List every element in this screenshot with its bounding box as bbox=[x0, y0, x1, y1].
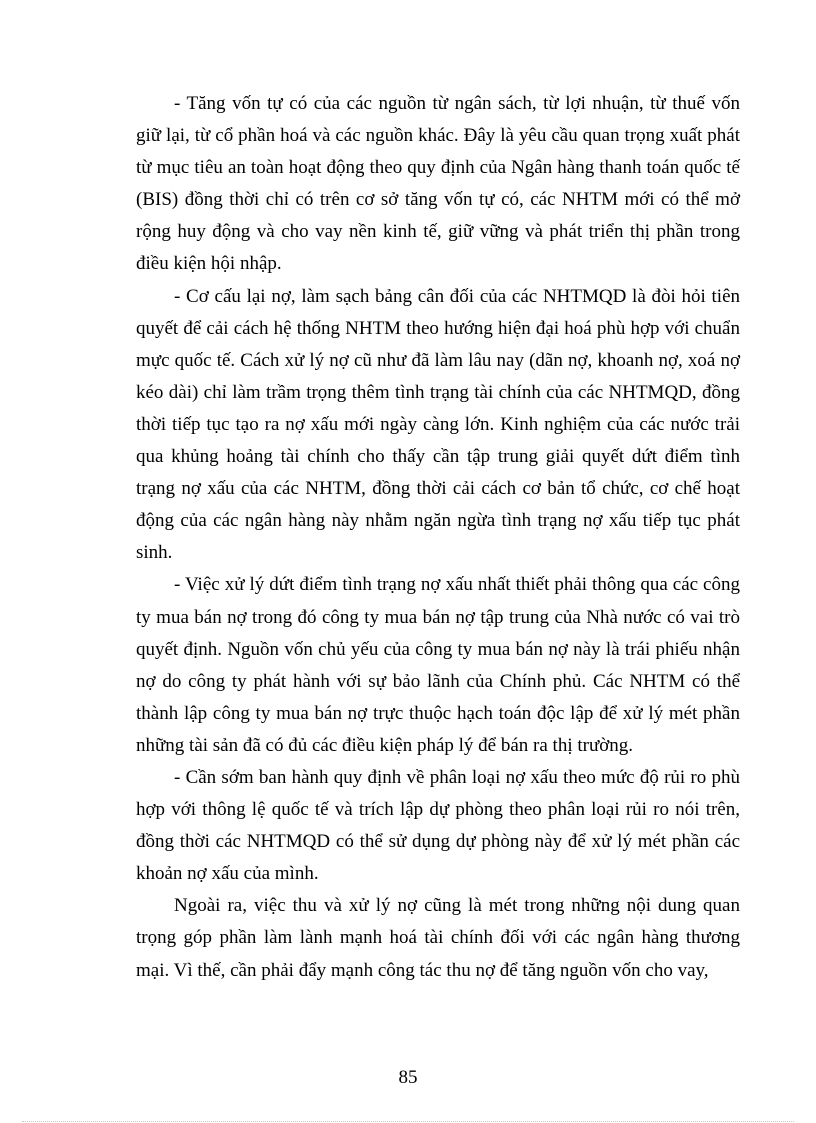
page-number: 85 bbox=[398, 1067, 418, 1088]
body-text bbox=[136, 88, 740, 987]
paragraph-debt-restructuring: - Cơ cấu lại nợ, làm sạch bảng cân đối của các NHTMQD là đòi hỏi tiên quyết để cải cách hệ thống NHTM theo hướng hiện đại hoá phù hợp với chuẩn mực quốc tế. Cách xử lý nợ cũ như đã làm lâu nay (dãn nợ, khoanh nợ, xoá nợ kéo dài) chỉ làm trầm trọng thêm tình trạng tài chính của các NHTMQD, đồng thời tiếp tục tạo ra nợ xấu mới ngày càng lớn. Kinh nghiệm của các nước trải qua khủng hoảng tài chính cho thấy cần tập trung giải quyết dứt điểm tình trạng nợ xấu của các NHTM, đồng thời cải cách cơ bản tổ chức, cơ chế hoạt động của các ngân hàng này nhằm ngăn ngừa tình trạng nợ xấu tiếp tục phát sinh. bbox=[136, 285, 740, 564]
page-bottom-divider bbox=[22, 1121, 794, 1122]
paragraph-debt-collection: Ngoài ra, việc thu và xử lý nợ cũng là mét trong những nội dung quan trọng góp phần làm lành mạnh hoá tài chính đối với các ngân hàng thương mại. Vì thế, cần phải đẩy mạnh công tác thu nợ để tăng nguồn vốn cho vay, bbox=[136, 895, 740, 981]
paragraph-capital: - Tăng vốn tự có của các nguồn từ ngân sách, từ lợi nhuận, từ thuế vốn giữ lại, từ cổ phần hoá và các nguồn khác. Đây là yêu cầu quan trọng xuất phát từ mục tiêu an toàn hoạt động theo quy định của Ngân hàng thanh toán quốc tế (BIS) đồng thời chỉ có trên cơ sở tăng vốn tự có, các NHTM mới có thể mở rộng huy động và cho vay nền kinh tế, giữ vững và phát triển thị phần trong điều kiện hội nhập. bbox=[136, 93, 740, 275]
paragraph-debt-trading-companies: - Việc xử lý dứt điểm tình trạng nợ xấu nhất thiết phải thông qua các công ty mua bán nợ trong đó công ty mua bán nợ tập trung của Nhà nước có vai trò quyết định. Nguồn vốn chủ yếu của công ty mua bán nợ này là trái phiếu nhận nợ do công ty phát hành với sự bảo lãnh của Chính phủ. Các NHTM có thể thành lập công ty mua bán nợ trực thuộc hạch toán độc lập để xử lý mét phần những tài sản đã có đủ các điều kiện pháp lý để bán ra thị trường. bbox=[136, 574, 740, 756]
paragraph-bad-debt-classification: - Cần sớm ban hành quy định về phân loại nợ xấu theo mức độ rủi ro phù hợp với thông lệ quốc tế và trích lập dự phòng theo phân loại rủi ro nói trên, đồng thời các NHTMQD có thể sử dụng dự phòng này để xử lý mét phần các khoản nợ xấu của mình. bbox=[136, 766, 740, 885]
